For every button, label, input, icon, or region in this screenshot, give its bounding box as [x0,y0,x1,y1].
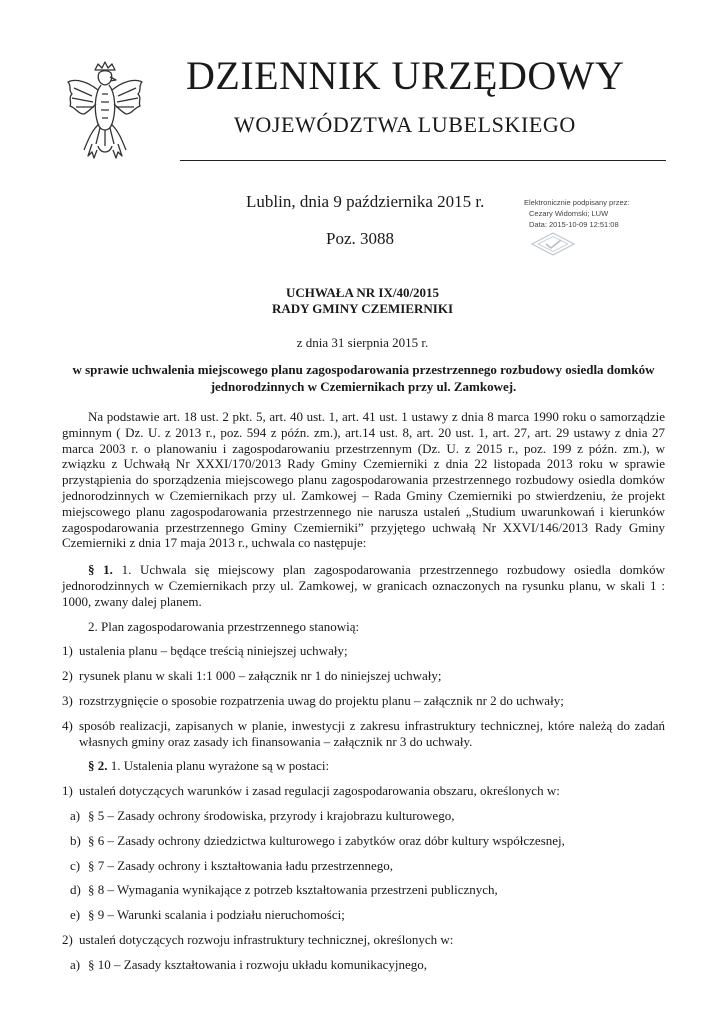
sub-list-item: b) § 6 – Zasady ochrony dziedzictwa kulturowego i zabytków oraz dóbr kultury współczesnej, [70,832,565,848]
resolution-number: UCHWAŁA NR IX/40/2015 [285,285,440,300]
list-item: 2) rysunek planu w skali 1:1 000 – załącznik nr 1 do niniejszej uchwały; [62,668,442,684]
signature-date: Data: 2015-10-09 12:51:08 [529,220,619,229]
list-item: 4) sposób realizacji, zapisanych w planie, inwestycji z zakresu infrastruktury technicznej, które należą do zadań własnych gminy oraz zasady ich finansowania – załącznik nr 3 do uchwały. [62,717,665,749]
list-item: 2) ustaleń dotyczących rozwoju infrastruktury technicznej, określonych w: [62,931,454,947]
journal-subtitle: WOJEWÓDZTWA LUBELSKIEGO [234,112,576,137]
sub-list-item: e) § 9 – Warunki scalania i podziału nieruchomości; [70,907,345,923]
section-2-paragraph [62,758,665,774]
list-item: 1) ustaleń dotyczących warunków i zasad regulacji zagospodarowania obszaru, określonych w: [62,783,560,799]
list-item: 1) ustalenia planu – będące treścią niniejszej uchwały; [62,643,348,659]
resolution-body: RADY GMINY CZEMIERNIKI [271,301,454,316]
signature-valid-icon [530,232,576,256]
signature-label: Elektronicznie podpisany przez: [524,198,630,207]
polish-eagle-emblem [62,60,148,166]
section-1-mark: § 1. [88,562,113,578]
sub-list-item: a) § 5 – Zasady ochrony środowiska, przyrody i krajobrazu kulturowego, [70,807,455,823]
masthead-divider [180,160,666,161]
sub-list-item: d) § 8 – Wymagania wynikające z potrzeb kształtowania przestrzeni publicznych, [70,882,498,898]
electronic-signature [524,197,694,230]
section-2-text: 1. Ustalenia planu wyrażone są w postaci: [107,758,330,774]
section-1-point-2: 2. Plan zagospodarowania przestrzennego stanowią: [88,618,360,634]
journal-title: DZIENNIK URZĘDOWY [186,53,625,98]
resolution-content [62,409,665,973]
section-2-mark: § 2. [88,758,108,774]
section-1-text: 1. Uchwala się miejscowy plan zagospodarowania przestrzennego rozbudowy osiedla domków jednorodzinnych w Czemiernikach przy ul. Zamkowej, w granicach oznaczonych na rysunku planu, w skali 1 : 1000, zwany dalej planem. [62,562,666,609]
sub-list-item: a) § 10 – Zasady kształtowania i rozwoju układu komunikacyjnego, [70,956,428,972]
publication-place-date: Lublin, dnia 9 października 2015 r. [246,192,485,211]
resolution-subject: w sprawie uchwalenia miejscowego planu zagospodarowania przestrzennego rozbudowy osiedla domków jednorodzinnych w Czemiernikach przy ul. Zamkowej. [72,362,655,394]
position-number: Poz. 3088 [326,229,394,248]
list-item: 3) rozstrzygnięcie o sposobie rozpatrzenia uwag do projektu planu – załącznik nr 2 do uchwały; [62,692,564,708]
signature-signer: Cezary Widomski; LUW [529,209,609,218]
resolution-date: z dnia 31 sierpnia 2015 r. [296,335,429,350]
legal-basis-paragraph: Na podstawie art. 18 ust. 2 pkt. 5, art. 40 ust. 1, art. 41 ust. 1 ustawy z dnia 8 marca 1990 roku o samorządzie gminnym ( Dz. U. z 2013 r., poz. 594 z późn. zm.), art.14 ust. 8, art. 20 ust. 1, art. 27, art. 29 ustawy z dnia 27 marca 2003 r. o planowaniu i zagospodarowaniu przestrzennym (Dz. U. z 2015 r., poz. 199 z późn. zm.), w związku z Uchwałą Nr XXXI/170/2013 Rady Gminy Czemierniki z dnia 22 listopada 2013 roku w sprawie przystąpienia do sporządzenia miejscowego planu zagospodarowania przestrzennego rozbudowy osiedla domków jednorodzinnych w Czemiernikach przy ul. Zamkowej – Rada Gminy Czemierniki po stwierdzeniu, że projekt miejscowego planu zagospodarowania przestrzennego nie narusza ustaleń „Studium uwarunkowań i kierunków zagospodarowania przestrzennego Gminy Czemierniki” przyjętego uchwałą Nr XXVI/146/2013 Rady Gminy Czemierniki z dnia 17 maja 2013 r., uchwala co następuje: [62,409,665,551]
section-1-paragraph [62,562,665,609]
sub-list-item: c) § 7 – Zasady ochrony i kształtowania ładu przestrzennego, [70,857,394,873]
